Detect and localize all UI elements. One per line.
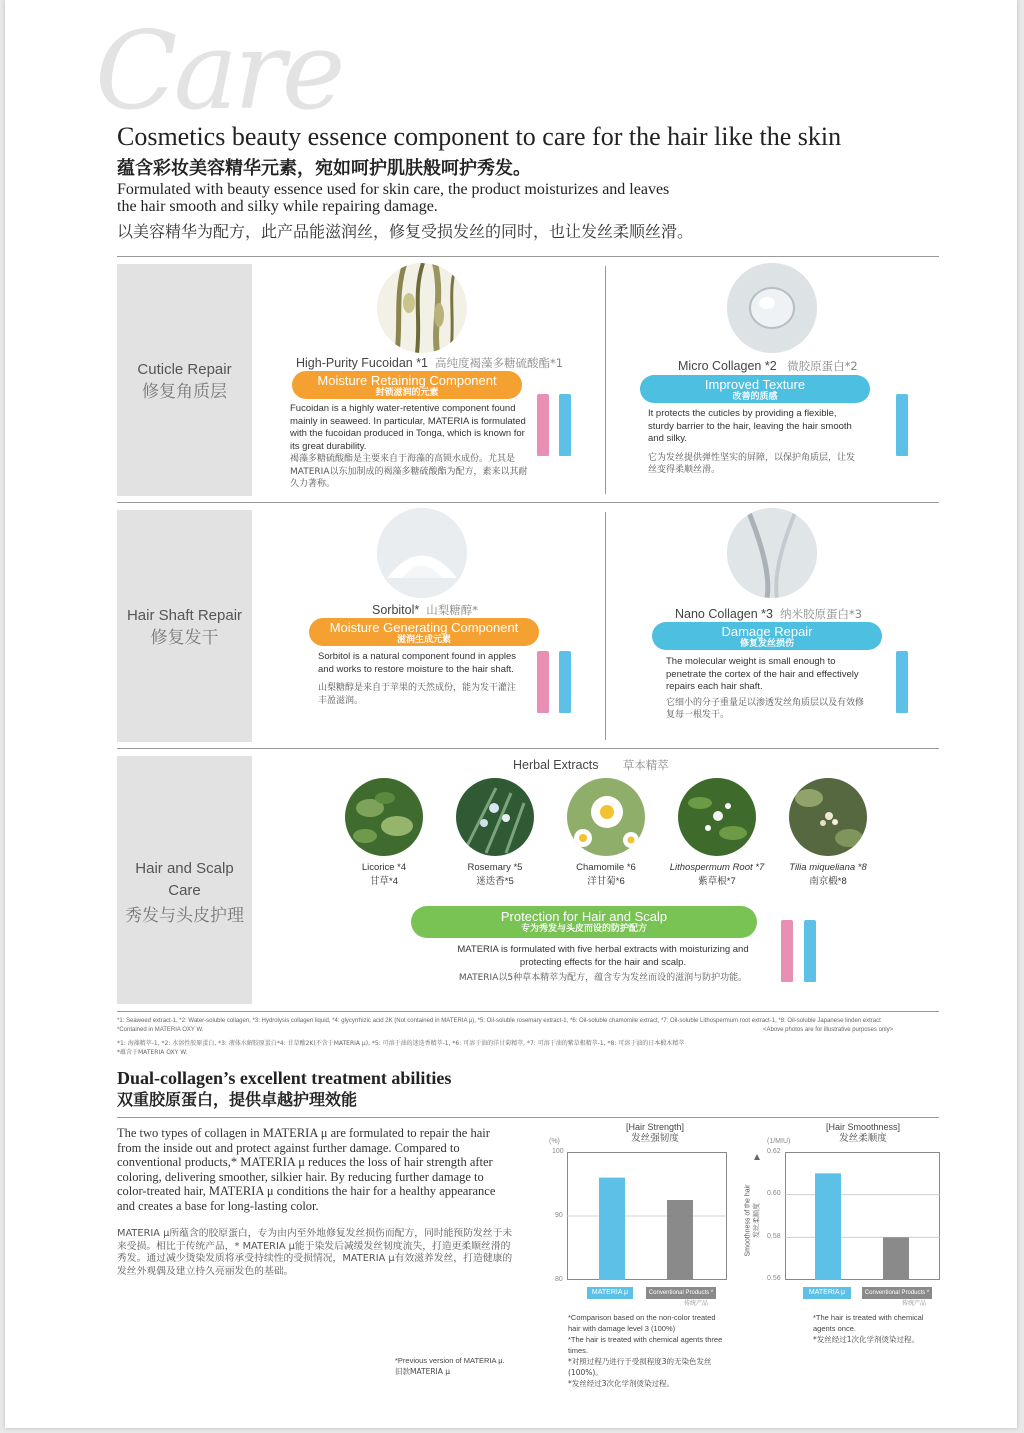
product-tube-pink (781, 920, 793, 982)
document-page (5, 0, 1017, 1428)
x-label-conventional-cn: 传统产品 (684, 1300, 709, 1307)
chart-plot-area (567, 1152, 727, 1280)
product-tube-blue (896, 394, 908, 456)
column-divider (605, 512, 606, 740)
pill-damage-repair: Damage Repair 修复发丝损伤 (652, 622, 882, 650)
y-axis-unit: (1/MIU) (767, 1138, 791, 1145)
bar-conventional (667, 1200, 693, 1280)
x-label-materia: MATERIA μ (803, 1287, 851, 1299)
y-tick-label: 0.60 (767, 1190, 781, 1197)
herb-label-lithospermum: Lithospermum Root *7 紫草根*7 (669, 862, 765, 887)
arrow-up-icon (754, 1154, 760, 1160)
divider (117, 256, 939, 257)
section-title-dual-collagen: Dual-collagen’s excellent treatment abilities (117, 1068, 452, 1088)
bar-materia (599, 1178, 625, 1280)
footnote-cn: *1: 海藻精萃-1, *2: 水溶性胶原蛋白, *3: 液体水解胶原蛋白*4: 甘草酸2K(不含于MATERIA μ), *5: 可溶于油的迷迭香精萃-1, *6: 可溶于油的洋甘菊精萃, *7: 可溶于油的紫草根精萃-1, *8: 可溶于油的日本椴木精萃 (117, 1040, 685, 1047)
plot-frame (786, 1153, 940, 1280)
product-tube-blue (896, 651, 908, 713)
nano-collagen-description: The molecular weight is small enough to penetrate the cortex of the hair and effectively repairs each hair shaft. 它细小的分子重量足以渗透发丝角质层以及有效修复每一根发干。 (666, 656, 865, 720)
pill-improved-texture: Improved Texture 改善的质感 (640, 375, 870, 403)
section-label-scalp: Hair and Scalp Care 秀发与头皮护理 (125, 860, 244, 926)
product-tube-blue (804, 920, 816, 982)
pill-moisture-retaining: Moisture Retaining Component 封锁滋润的元素 (292, 371, 522, 399)
collagen-droplet-image (727, 263, 817, 353)
chart-plot-area (785, 1152, 940, 1280)
ingredient-name-micro-collagen: Micro Collagen *2 微胶原蛋白*2 (678, 359, 858, 373)
footnote-en-2: *Contained in MATERIA OXY W. (117, 1027, 204, 1033)
dual-collagen-body: The two types of collagen in MATERIA μ are formulated to repair the hair from the inside out and protect against further damage. Compared to conventional products,* MATERIA μ reduces the loss of hair strength after coloring, delivering smoother, silkier hair. By reducing further damage to color-treated hair, MATERIA μ conditions the hair for a healthy appearance and creates a base for long-lasting color. (117, 1126, 496, 1213)
hair-smoothness-notes: *The hair is treated with chemical agents once. *发丝经过1次化学剂烫染过程。 (813, 1313, 924, 1344)
product-tube-blue (559, 651, 571, 713)
divider (117, 502, 939, 503)
product-tube-pink (537, 394, 549, 456)
lithospermum-image (678, 778, 756, 856)
bar-conventional (883, 1237, 909, 1280)
y-tick-label: 0.56 (767, 1275, 781, 1282)
section-label-cuticle: Cuticle Repair 修复角质层 (137, 361, 232, 402)
x-label-conventional: Conventional Products * (862, 1287, 932, 1299)
y-tick-label: 0.62 (767, 1148, 781, 1155)
y-axis-unit: (%) (549, 1138, 560, 1145)
x-label-conventional-cn: 传统产品 (902, 1300, 927, 1307)
product-tube-pink (537, 651, 549, 713)
bar-materia (815, 1173, 841, 1280)
divider (117, 1117, 939, 1118)
tilia-image (789, 778, 867, 856)
page-title-cn: 蕴含彩妆美容精华元素，宛如呵护肌肤般呵护秀发。 (117, 158, 531, 179)
page-title: Cosmetics beauty essence component to care for the hair like the skin (117, 122, 842, 151)
hair-strength-chart (545, 1122, 730, 1307)
ingredient-name-fucoidan: High-Purity Fucoidan *1 高纯度褐藻多糖硫酸酯*1 (296, 356, 564, 370)
chart-title: [Hair Smoothness] 发丝柔顺度 (825, 1122, 901, 1144)
nano-collagen-image (727, 508, 817, 598)
chart-title: [Hair Strength] 发丝强韧度 (625, 1122, 685, 1144)
micro-collagen-description: It protects the cuticles by providing a flexible, sturdy barrier to the hair, leaving the hair smooth and silky. 它为发丝提供弹性坚实的屏障，以保护角质层，让发丝变得柔顺丝滑。 (648, 408, 856, 475)
herb-label-rosemary: Rosemary *5 迷迭香*5 (467, 862, 523, 887)
chamomile-image (567, 778, 645, 856)
y-tick-label: 90 (555, 1212, 563, 1219)
herb-label-chamomile: Chamomile *6 洋甘菊*6 (576, 862, 636, 887)
section-label-shaft: Hair Shaft Repair 修复发干 (126, 607, 243, 648)
sorbitol-description: Sorbitol is a natural component found in apples and works to restore moisture to the hair shaft. 山梨糖醇是来自于苹果的天然成份，能为发干灌注丰盈滋润。 (318, 651, 517, 706)
dual-collagen-body-cn: MATERIA μ所蕴含的胶原蛋白，专为由内至外地修复发丝损伤而配方，同时能预防发丝于未来受损。相比于传统产品，* MATERIA μ能于染发后减缓发丝韧度流失，打造更柔顺丝滑的秀发。通过减少烫染发质将承受持续性的受损情况，MATERIA μ有效滋养发丝，打造健康的发丝外观偶及建立持久亮丽发色的基础。 (117, 1228, 513, 1277)
intro-text-cn: 以美容精华为配方，此产品能滋润丝，修复受损发丝的同时，也让发丝柔顺丝滑。 (117, 222, 694, 241)
x-label-materia: MATERIA μ (587, 1287, 633, 1299)
rosemary-image (456, 778, 534, 856)
photo-disclaimer: <Above photos are for illustrative purposes only> (763, 1027, 894, 1033)
seaweed-image (377, 263, 467, 353)
y-tick-label: 0.58 (767, 1233, 781, 1240)
sorbitol-powder-image (377, 508, 467, 598)
y-axis-title: Smoothness of the hair 发丝柔顺度 (744, 1184, 761, 1257)
licorice-image (345, 778, 423, 856)
herbal-description: MATERIA is formulated with five herbal extracts with moisturizing and protecting effects for the hair and scalp. MATERIA以5种草本精萃为配方，蕴含专为发丝而设的滋润与防护功能。 (457, 944, 749, 983)
ingredient-name-nano-collagen: Nano Collagen *3 纳米胶原蛋白*3 (675, 607, 863, 621)
x-label-conventional: Conventional Products * (646, 1287, 716, 1299)
hair-smoothness-chart (743, 1122, 943, 1307)
fucoidan-description: Fucoidan is a highly water-retentive component found mainly in seaweed. In particular, MATERIA is formulated with the fucoidan produced in Tonga, which is known for its great durability. 褐藻多糖硫酸酯是主要来自于海藻的高锁水成份。尤其是MATERIA以东加制成的褐藻多糖硫酸酯为配方，素来以其耐久力著称。 (290, 403, 528, 489)
previous-version-note: *Previous version of MATERIA μ. 旧款MATERIA μ (395, 1356, 505, 1376)
column-divider (605, 266, 606, 494)
care-watermark: Care (95, 9, 342, 134)
y-tick-label: 80 (555, 1276, 563, 1283)
herb-label-tilia: Tilia miqueliana *8 南京椴*8 (789, 862, 867, 887)
y-tick-label: 100 (552, 1148, 564, 1155)
divider (117, 748, 939, 749)
herbal-extracts-title: Herbal Extracts 草本精萃 (513, 758, 669, 772)
intro-text: Formulated with beauty essence used for skin care, the product moisturizes and leaves the hair smooth and silky while repairing damage. (117, 181, 670, 215)
hair-strength-notes: *Comparison based on the non-color treated hair with damage level 3 (100%) *The hair is treated with chemical agents three times. *对照过程乃进行于受损程度3的无染色发丝(100%)。 *发丝经过3次化学剂烫染过程。 (568, 1313, 723, 1388)
divider (117, 1011, 939, 1012)
section-title-dual-collagen-cn: 双重胶原蛋白，提供卓越护理效能 (117, 1090, 358, 1109)
pill-protection: Protection for Hair and Scalp 专为秀发与头皮而设的防护配方 (411, 906, 757, 938)
ingredient-name-sorbitol: Sorbitol* 山梨糖醇* (372, 603, 478, 617)
herb-label-licorice: Licorice *4 甘草*4 (361, 862, 407, 887)
pill-moisture-generating: Moisture Generating Component 滋润生成元素 (309, 618, 539, 646)
footnote-cn-2: *蕴含于MATERIA OXY W. (117, 1049, 188, 1056)
footnote-en: *1: Seaweed extract-1, *2: Water-soluble collagen, *3: Hydrolysis collagen liquid, *4: glycyrrhizic acid 2K (Not contained in MATERIA μ), *5: Oil-soluble rosemary extract-1, *6: Oil-soluble chamomile extract, *7: Oil-soluble Lithospermum root extract-1, *8: Oil-soluble Japanese linden extract (117, 1018, 881, 1024)
product-tube-blue (559, 394, 571, 456)
